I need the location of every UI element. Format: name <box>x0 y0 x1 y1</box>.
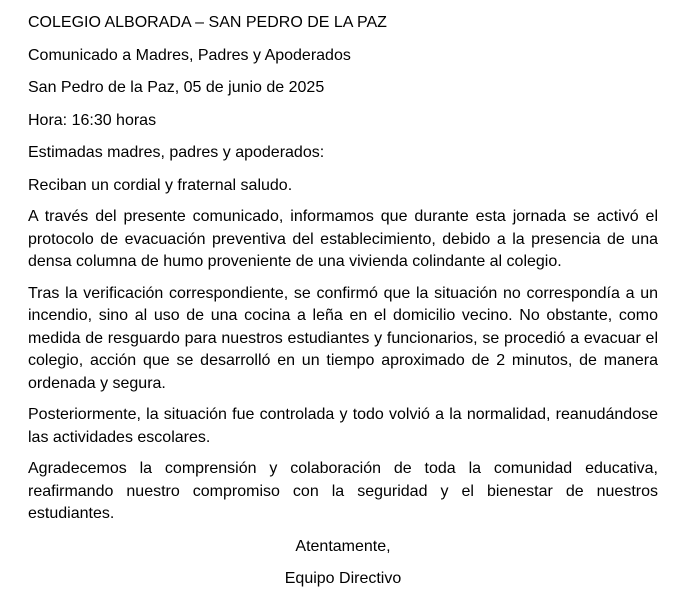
time-line: Hora: 16:30 horas <box>28 111 157 129</box>
salutation: Estimadas madres, padres y apoderados: <box>28 144 325 161</box>
paragraph-3: Posteriormente, la situación fue controlada y todo volvió a la normalidad, reanudándose las actividades escolares. <box>28 406 658 446</box>
paragraph-2: Tras la verificación correspondiente, se confirmó que la situación no correspondía a un incendio, sino al uso de una cocina a leña en el domicilio vecino. No obstante, como medida de resguardo para nuestros estudiantes y funcionarios, se procedió a evacuar el colegio, acción que se desarrolló en un tiempo aproximado de 2 minutos, de manera ordenada y segura. <box>28 284 658 392</box>
signature: Equipo Directivo <box>284 570 402 587</box>
document-page <box>28 12 658 591</box>
paragraph-4: Agradecemos la comprensión y colaboración de toda la comunidad educativa, reafirmando nuestro compromiso con la seguridad y el bienestar de nuestros estudiantes. <box>28 460 658 522</box>
paragraph-1: A través del presente comunicado, informamos que durante esta jornada se activó el protocolo de evacuación preventiva del establecimiento, debido a la presencia de una densa columna de humo proveniente de una vivienda colindante al colegio. <box>28 208 658 270</box>
school-name: COLEGIO ALBORADA – SAN PEDRO DE LA PAZ <box>28 14 387 31</box>
document-subject: Comunicado a Madres, Padres y Apoderados <box>28 46 351 64</box>
greeting: Reciban un cordial y fraternal saludo. <box>28 176 293 194</box>
farewell: Atentamente, <box>295 537 391 555</box>
place-and-date: San Pedro de la Paz, 05 de junio de 2025 <box>28 79 325 96</box>
